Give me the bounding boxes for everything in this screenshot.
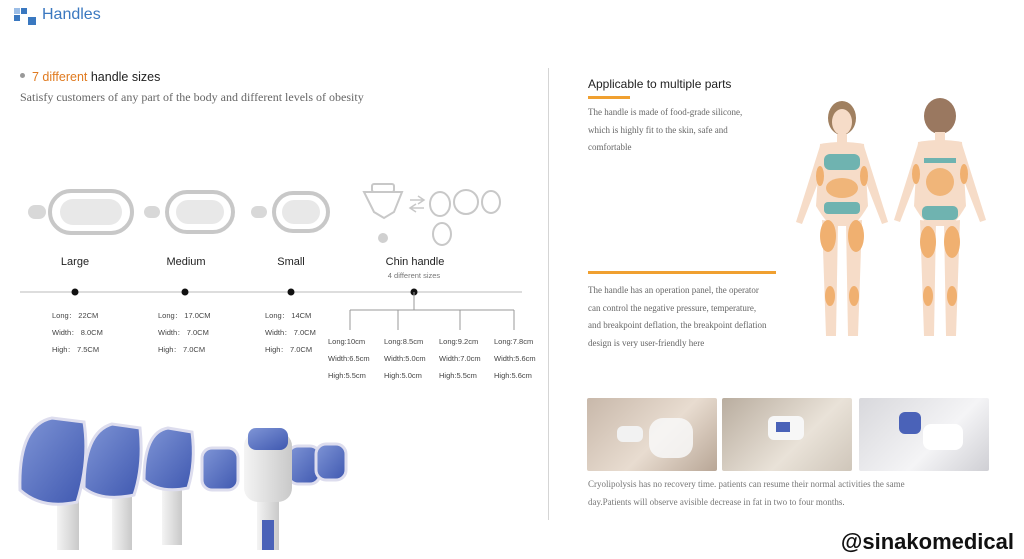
body-zones-illustration bbox=[790, 96, 1000, 348]
handle-name-medium: Medium bbox=[166, 256, 206, 268]
treatment-photo-3 bbox=[859, 398, 989, 471]
medium-handle-icon bbox=[144, 192, 233, 232]
front-body-icon bbox=[796, 101, 888, 336]
logo-icon bbox=[14, 8, 36, 26]
sizes-title: 7 different handle sizes bbox=[32, 70, 161, 84]
section-divider bbox=[548, 68, 549, 520]
handles-product-photo bbox=[12, 410, 352, 550]
handle-name-chin: Chin handle bbox=[385, 256, 445, 268]
specs-chin-1: Long:10cm Width:6.5cm High:5.5cm bbox=[328, 337, 370, 380]
title-underline bbox=[588, 96, 630, 99]
specs-chin-2: Long:8.5cm Width:5.0cm High:5.0cm bbox=[384, 337, 426, 380]
treatment-photo-1 bbox=[587, 398, 717, 471]
watermark-handle: @sinakomedical bbox=[840, 529, 1014, 554]
bullet-icon bbox=[20, 73, 25, 78]
handle-illustrations bbox=[22, 180, 512, 252]
panel-divider bbox=[588, 271, 776, 274]
small-handle-icon bbox=[251, 193, 328, 231]
specs-small: Long： 14CM Width： 7.0CM High： 7.0CM bbox=[265, 311, 316, 354]
chin-handle-icon bbox=[364, 184, 500, 245]
applicable-title: Applicable to multiple parts bbox=[588, 77, 732, 91]
treatment-photo-2 bbox=[722, 398, 852, 471]
specs-large: Long： 22CM Width： 8.0CM High： 7.5CM bbox=[52, 311, 103, 354]
sizes-subtitle: Satisfy customers of any part of the body and different levels of obesity bbox=[20, 90, 364, 104]
treatment-caption: Cryolipolysis has no recovery time. patients can resume their normal activities the same day.Patients will observe avisible decrease in fat in two to four months. bbox=[588, 479, 905, 507]
back-body-icon bbox=[894, 98, 986, 336]
specs-chin-4: Long:7.8cm Width:5.6cm High:5.6cm bbox=[494, 337, 536, 380]
page-title: Handles bbox=[42, 6, 101, 23]
specs-chin-3: Long:9.2cm Width:7.0cm High:5.5cm bbox=[439, 337, 481, 380]
handle-name-large: Large bbox=[60, 256, 90, 268]
large-handle-icon bbox=[28, 191, 132, 233]
handle-name-small: Small bbox=[277, 256, 305, 268]
operation-panel-paragraph: The handle has an operation panel, the operator can control the negative pressure, temperature, and breakpoint deflation, the breakpoint deflation design is very user-friendly here bbox=[588, 285, 767, 348]
silicone-paragraph: The handle is made of food-grade silicone, which is highly fit to the skin, safe and comfortable bbox=[588, 107, 743, 152]
specs-medium: Long： 17.0CM Width： 7.0CM High： 7.0CM bbox=[158, 311, 211, 354]
chin-sub: 4 different sizes bbox=[387, 271, 441, 280]
